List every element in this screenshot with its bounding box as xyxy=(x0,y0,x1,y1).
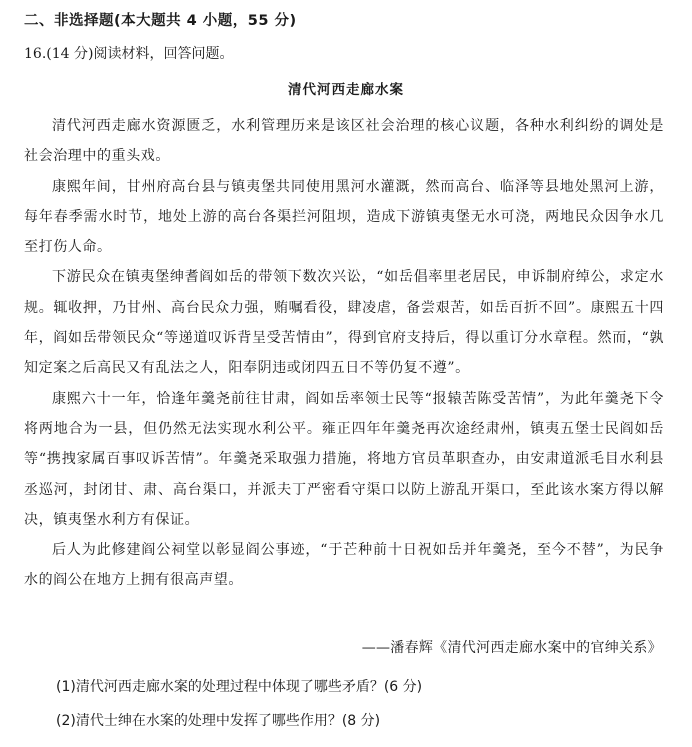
material-paragraph: 下游民众在镇夷堡绅耆阎如岳的带领下数次兴讼，“如岳倡率里老居民，申诉制府绰公，求定水规。辄收押，乃甘州、高台民众力强，贿嘱看役，肆凌虐，备尝艰苦，如岳百折不回”。康熙五十四年，阎如岳带领民众“等递道叹诉背呈受苦情由”，得到官府支持后，得以重订分水章程。然而，“孰知定案之后高民又有乱法之人，阳奉阴违或闭四五日不等仍复不遵”。 xyxy=(24,269,664,377)
question-intro: 16.(14 分)阅读材料，回答问题。 xyxy=(24,46,234,62)
material-paragraph: 康熙年间，甘州府高台县与镇夷堡共同使用黑河水灌溉，然而高台、临泽等县地处黑河上游，每年春季需水时节，地处上游的高台各渠拦河阻坝，造成下游镇夷堡无水可浇，两地民众因争水几至打伤人命。 xyxy=(24,178,664,256)
sub-question-2: (2)清代士绅在水案的处理中发挥了哪些作用？(8 分) xyxy=(56,713,381,729)
source-citation: ——潘春辉《清代河西走廊水案中的官绅关系》 xyxy=(361,640,662,656)
material-body xyxy=(24,111,664,596)
sub-question-1: (1)清代河西走廊水案的处理过程中体现了哪些矛盾？(6 分) xyxy=(56,679,423,695)
material-paragraph: 康熙六十一年，恰逢年羹尧前往甘肃，阎如岳率领士民等“报辕苦陈受苦情”，为此年羹尧下令将两地合为一县，但仍然无法实现水利公平。雍正四年年羹尧再次途经肃州，镇夷五堡士民阎如岳等“携拽家属百事叹诉苦情”。年羹尧采取强力措施，将地方官员革职查办，由安肃道派毛目水利县丞巡河，封闭甘、肃、高台渠口，并派夫丁严密看守渠口以防上游乱开渠口，至此该水案方得以解决，镇夷堡水利方有保证。 xyxy=(24,390,664,528)
material-title: 清代河西走廊水案 xyxy=(288,82,404,98)
material-paragraph: 后人为此修建阎公祠堂以彰显阎公事迹，“于芒种前十日祝如岳并年羹尧，至今不替”，为民争水的阎公在地方上拥有很高声望。 xyxy=(24,542,664,589)
material-paragraph: 清代河西走廊水资源匮乏，水利管理历来是该区社会治理的核心议题，各种水利纠纷的调处是社会治理中的重头戏。 xyxy=(24,118,664,165)
section-heading: 二、非选择题(本大题共 4 小题，55 分) xyxy=(24,13,297,29)
